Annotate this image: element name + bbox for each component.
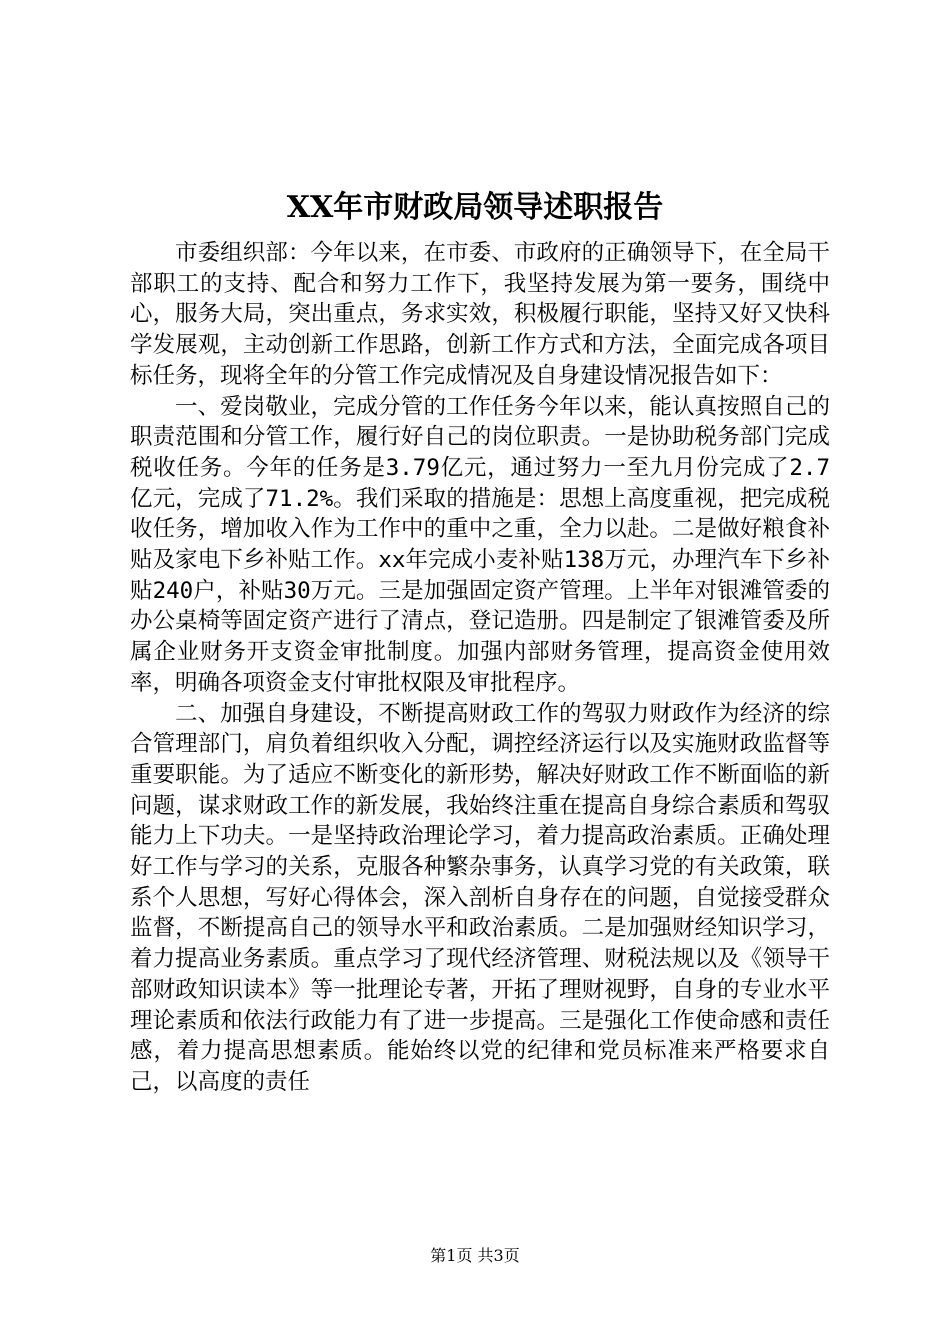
- paragraph-section-one: 一、爱岗敬业，完成分管的工作任务今年以来，能认真按照自己的职责范围和分管工作，履行好自己的岗位职责。一是协助税务部门完成税收任务。今年的任务是3.79亿元，通过努力一至九月份完成了2.7亿元，完成了71.2%。我们采取的措施是：思想上高度重视，把完成税收任务，增加收入作为工作中的重中之重，全力以赴。二是做好粮食补贴及家电下乡补贴工作。xx年完成小麦补贴138万元，办理汽车下乡补贴240户，补贴30万元。三是加强固定资产管理。上半年对银滩管委的办公桌椅等固定资产进行了清点，登记造册。四是制定了银滩管委及所属企业财务开支资金审批制度。加强内部财务管理，提高资金使用效率，明确各项资金支付审批权限及审批程序。: [130, 393, 830, 696]
- document-title: XX年市财政局领导述职报告: [286, 190, 664, 225]
- page-footer: 第1页 共3页: [430, 1246, 520, 1265]
- paragraph-section-two: 二、加强自身建设，不断提高财政工作的驾驭力财政作为经济的综合管理部门，肩负着组织收入分配，调控经济运行以及实施财政监督等重要职能。为了适应不断变化的新形势，解决好财政工作不断面临的新问题，谋求财政工作的新发展，我始终注重在提高自身综合素质和驾驭能力上下功夫。一是坚持政治理论学习，着力提高政治素质。正确处理好工作与学习的关系，克服各种繁杂事务，认真学习党的有关政策，联系个人思想，写好心得体会，深入剖析自身存在的问题，自觉接受群众监督，不断提高自己的领导水平和政治素质。二是加强财经知识学习，着力提高业务素质。重点学习了现代经济管理、财税法规以及《领导干部财政知识读本》等一批理论专著，开拓了理财视野，自身的专业水平理论素质和依法行政能力有了进一步提高。三是强化工作使命感和责任感，着力提高思想素质。能始终以党的纪律和党员标准来严格要求自己，以高度的责任: [130, 700, 830, 1095]
- paragraph-intro: 市委组织部：今年以来，在市委、市政府的正确领导下，在全局干部职工的支持、配合和努力工作下，我坚持发展为第一要务，围绕中心，服务大局，突出重点，务求实效，积极履行职能，坚持又好又快科学发展观，主动创新工作思路，创新工作方式和方法，全面完成各项目标任务，现将全年的分管工作完成情况及自身建设情况报告如下：: [130, 240, 830, 389]
- document-body: [130, 238, 830, 1098]
